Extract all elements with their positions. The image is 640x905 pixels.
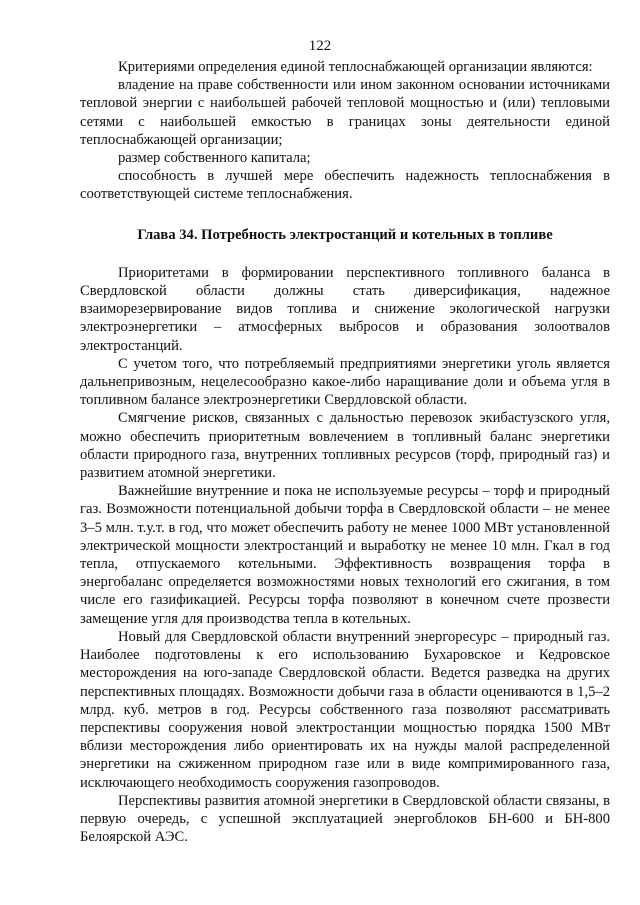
chapter-heading: Глава 34. Потребность электростанций и котельных в топливе — [137, 226, 553, 243]
page-content — [80, 58, 610, 846]
paragraph-risk-mitigation: Смягчение рисков, связанных с дальностью перевозок экибастузского угля, можно обеспечить приоритетным вовлечением в топливный баланс энергетики области природного газа, внутренних топливных ресурсов (торф, природный газ) и развитием атомной энергетики. — [80, 410, 610, 482]
criteria-item-ownership: владение на праве собственности или ином законном основании источниками тепловой энергии с наибольшей рабочей тепловой мощностью и (или) тепловыми сетями с наибольшей емкостью в границах зоны деятельности единой теплоснабжающей организации; — [80, 77, 610, 148]
paragraph-coal: С учетом того, что потребляемый предприятиями энергетики уголь является дальнепривозным, нецелесообразно какое-либо наращивание доли и объема угля в топливном балансе электроэнергетики Свердловской области. — [80, 355, 610, 409]
criteria-lead: Критериями определения единой теплоснабжающей организации являются: — [118, 59, 593, 75]
criteria-item-reliability: способность в лучшей мере обеспечить надежность теплоснабжения в соответствующей системе теплоснабжения. — [80, 168, 610, 203]
paragraph-natural-gas: Новый для Свердловской области внутренний энергоресурс – природный газ. Наиболее подготовлены к его использованию Бухаровское и Кедровское месторождения на юго-западе Свердловской области. Ведется разведка на других перспективных площадях. Возможности добычи газа в области оцениваются в 1,5–2 млрд. куб. метров в год. Ресурсы собственного газа позволяют рассматривать перспективы сооружения новой электростанции мощностью порядка 1500 МВт вблизи месторождения либо ориентировать их на нужды малой распределенной энергетики на сжиженном природном газе или в виде компримированного газа, исключающего необходимость сооружения газопроводов. — [80, 628, 610, 791]
paragraph-priorities: Приоритетами в формировании перспективного топливного баланса в Свердловской области должны стать диверсификация, надежное взаиморезервирование видов топлива и снижение экологической нагрузки электроэнергетики – атмосферных выбросов и образования золоотвалов электростанций. — [80, 264, 610, 354]
paragraph-peat: Важнейшие внутренние и пока не используемые ресурсы – торф и природный газ. Возможности потенциальной добычи торфа в Свердловской области – не менее 3–5 млн. т.у.т. в год, что может обеспечить работу не менее 1000 МВт установленной электрической мощности электростанций и выработку не менее 10 млн. Гкал в год тепла, отпускаемого котельными. Эффективность возвращения торфа в энергобаланс определяется возможностями новых технологий его сжигания, в том числе его газификацией. Ресурсы торфа позволяют в конечном счете прозвести замещение угля для производства тепла в котельных. — [80, 483, 610, 627]
page-number: 122 — [308, 38, 332, 54]
criteria-item-capital: размер собственного капитала; — [118, 150, 311, 167]
paragraph-nuclear: Перспективы развития атомной энергетики в Свердловской области связаны, в первую очередь, с успешной эксплуатацией энергоблоков БН-600 и БН-800 Белоярской АЭС. — [80, 792, 610, 846]
